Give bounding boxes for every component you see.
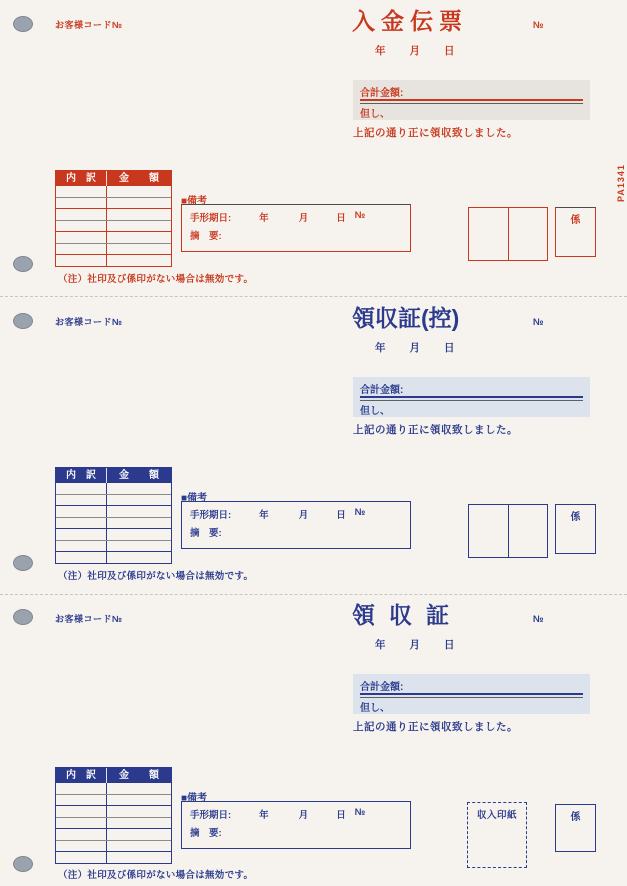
bill-day-label: 日 (336, 213, 346, 224)
bill-year-label: 年 (259, 213, 269, 224)
table-row (56, 186, 171, 197)
bill-number-label: № (354, 807, 366, 818)
table-row (56, 528, 171, 540)
seal-box-divider (508, 208, 509, 260)
table-row (56, 828, 171, 840)
table-row (56, 517, 171, 529)
bill-due-label: 手形期日: (190, 510, 232, 521)
form-code: PA1341 (616, 164, 626, 202)
date-month-label: 月 (409, 45, 420, 57)
table-row (56, 851, 171, 863)
total-amount-rule (360, 693, 583, 698)
bill-month-label: 月 (298, 810, 309, 821)
table-row (56, 494, 171, 506)
date-year-label: 年 (375, 342, 386, 354)
bill-year-label: 年 (259, 510, 269, 521)
remarks-label: ■備考 (181, 493, 208, 504)
proviso-label: 但し、 (360, 406, 390, 417)
table-row (56, 805, 171, 817)
proviso-label: 但し、 (360, 109, 390, 120)
table-row (56, 254, 171, 266)
breakdown-table-header (56, 768, 171, 783)
table-row (56, 208, 171, 220)
section-receipt (0, 594, 627, 886)
table-row (56, 231, 171, 243)
customer-code-label: お客様コード№ (55, 317, 123, 327)
footnote: （注）社印及び係印がない場合は無効です。 (58, 870, 254, 881)
bill-day-label: 日 (336, 510, 346, 521)
col-amount-header: 金 額 (119, 770, 159, 781)
punch-hole (13, 609, 33, 625)
remarks-label: ■備考 (181, 196, 208, 207)
bill-number-label: № (354, 210, 366, 221)
staff-seal-box (555, 207, 596, 257)
table-row (56, 783, 171, 794)
total-amount-label: 合計金額: (360, 682, 404, 693)
staff-label: 係 (570, 512, 581, 523)
form-title: 入金伝票 (352, 8, 468, 34)
bill-month-label: 月 (298, 213, 309, 224)
revenue-stamp-label: 収入印紙 (476, 810, 517, 821)
received-statement: 上記の通り正に領収致しました。 (353, 424, 518, 436)
date-month-label: 月 (409, 639, 420, 651)
company-seal-box (468, 207, 548, 261)
breakdown-table-header (56, 468, 171, 483)
customer-code-label: お客様コード№ (55, 20, 123, 30)
bill-due-line (182, 502, 410, 521)
date-line (375, 43, 455, 58)
received-statement: 上記の通り正に領収致しました。 (353, 721, 518, 733)
number-label: № (533, 317, 544, 328)
bill-due-label: 手形期日: (190, 810, 232, 821)
total-amount-box (353, 377, 590, 417)
total-amount-rule (360, 99, 583, 104)
date-line (375, 340, 455, 355)
staff-label: 係 (570, 812, 581, 823)
table-row (56, 551, 171, 563)
remarks-label: ■備考 (181, 793, 208, 804)
customer-code-label: お客様コード№ (55, 614, 123, 624)
summary-label: 摘 要: (190, 828, 222, 839)
table-row (56, 505, 171, 517)
company-seal-box (468, 504, 548, 558)
breakdown-table-header (56, 171, 171, 186)
seal-box-divider (508, 505, 509, 557)
section-receipt-copy (0, 297, 627, 593)
bill-day-label: 日 (336, 810, 346, 821)
col-breakdown-header: 内 訳 (56, 468, 107, 483)
table-row (56, 817, 171, 829)
date-month-label: 月 (409, 342, 420, 354)
footnote: （注）社印及び係印がない場合は無効です。 (58, 571, 254, 582)
remarks-box (181, 204, 411, 252)
punch-hole (13, 256, 33, 272)
date-day-label: 日 (444, 45, 455, 57)
breakdown-table (55, 467, 172, 564)
col-amount-header: 金 額 (119, 470, 159, 481)
table-row (56, 220, 171, 232)
summary-label: 摘 要: (190, 231, 222, 242)
form-title: 領収証(控) (352, 305, 460, 331)
breakdown-table (55, 767, 172, 864)
col-amount-header: 金 額 (119, 173, 159, 184)
staff-seal-box (555, 504, 596, 554)
date-day-label: 日 (444, 342, 455, 354)
date-line (375, 637, 455, 652)
table-row (56, 540, 171, 552)
proviso-label: 但し、 (360, 703, 390, 714)
bill-year-label: 年 (259, 810, 269, 821)
bill-due-line (182, 802, 410, 821)
bill-due-line (182, 205, 410, 224)
total-amount-box (353, 80, 590, 120)
table-row (56, 794, 171, 806)
table-row (56, 483, 171, 494)
bill-due-label: 手形期日: (190, 213, 232, 224)
punch-hole (13, 313, 33, 329)
remarks-box (181, 801, 411, 849)
staff-label: 係 (570, 215, 581, 226)
col-breakdown-header: 内 訳 (56, 768, 107, 783)
table-row (56, 197, 171, 209)
punch-hole (13, 16, 33, 32)
summary-label: 摘 要: (190, 528, 222, 539)
date-year-label: 年 (375, 45, 386, 57)
punch-hole (13, 555, 33, 571)
number-label: № (533, 20, 544, 31)
col-breakdown-header: 内 訳 (56, 171, 107, 186)
staff-seal-box (555, 804, 596, 852)
total-amount-rule (360, 396, 583, 401)
total-amount-label: 合計金額: (360, 88, 404, 99)
bill-month-label: 月 (298, 510, 309, 521)
bill-number-label: № (354, 507, 366, 518)
section-deposit-slip (0, 0, 627, 296)
form-title: 領収証 (352, 602, 463, 628)
date-day-label: 日 (444, 639, 455, 651)
table-row (56, 243, 171, 255)
revenue-stamp-box (467, 802, 527, 868)
breakdown-table (55, 170, 172, 267)
received-statement: 上記の通り正に領収致しました。 (353, 127, 518, 139)
footnote: （注）社印及び係印がない場合は無効です。 (58, 274, 254, 285)
remarks-box (181, 501, 411, 549)
total-amount-label: 合計金額: (360, 385, 404, 396)
number-label: № (533, 614, 544, 625)
punch-hole (13, 856, 33, 872)
date-year-label: 年 (375, 639, 386, 651)
table-row (56, 840, 171, 852)
total-amount-box (353, 674, 590, 714)
